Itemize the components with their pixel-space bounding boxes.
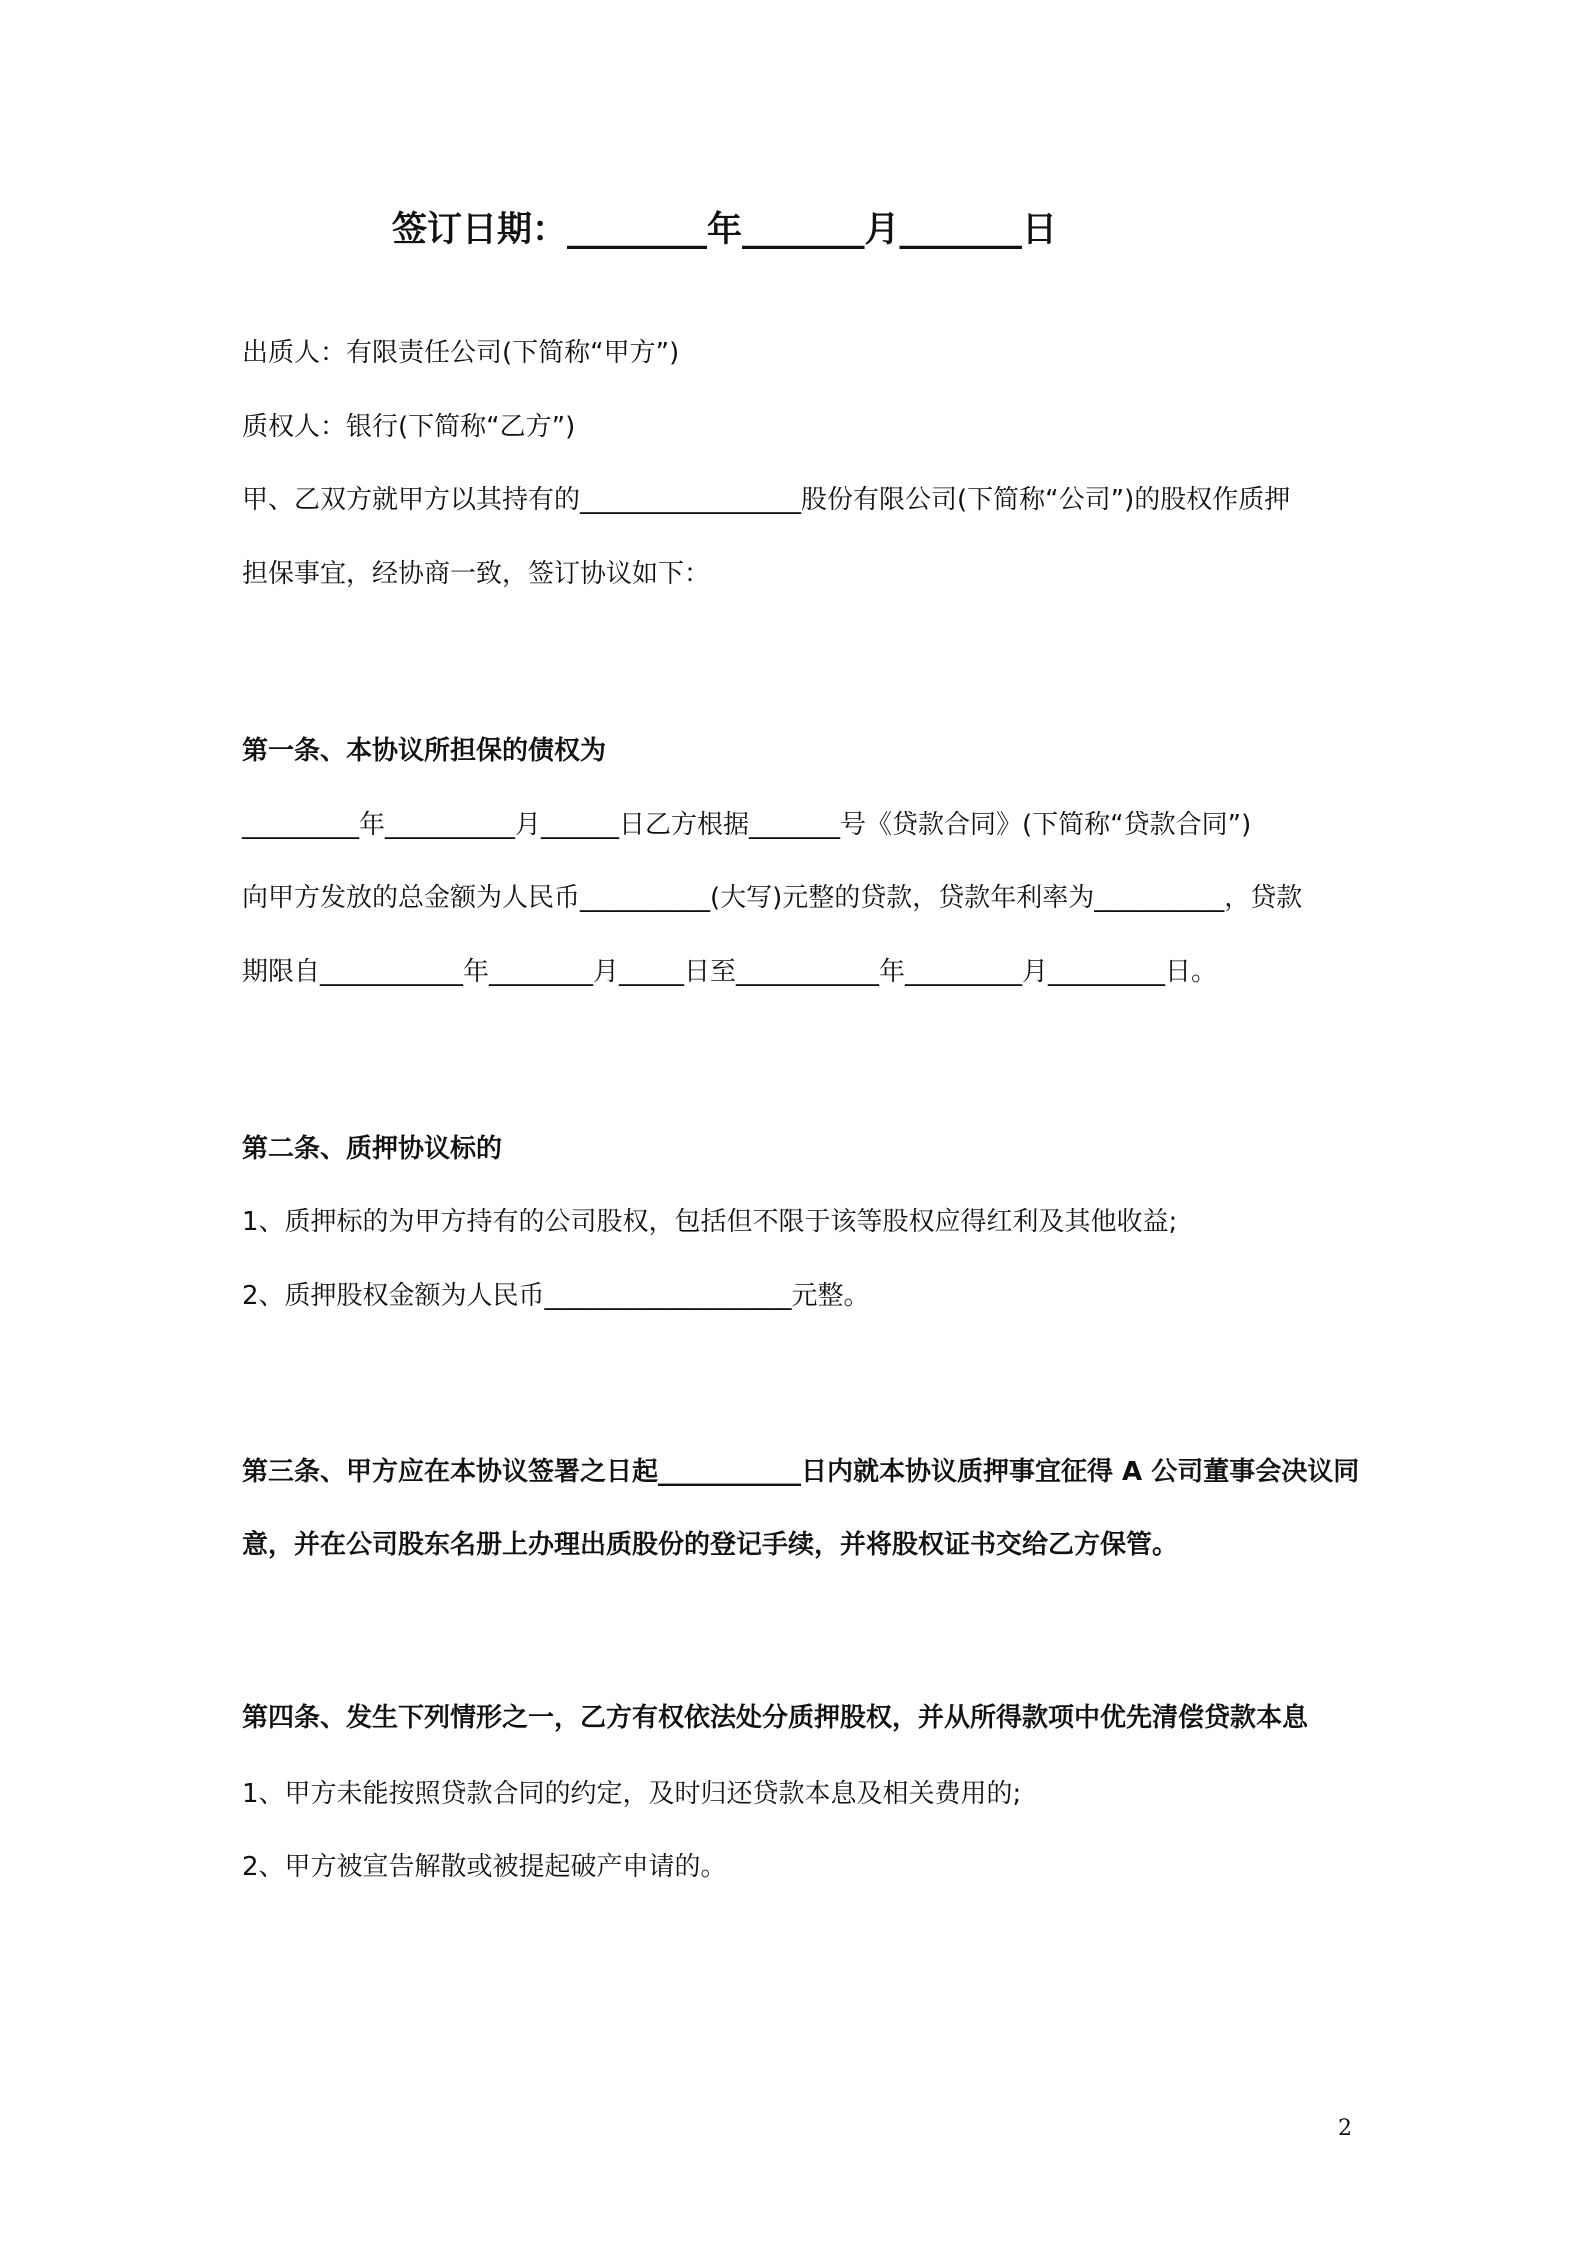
article-4-item-2: 2、甲方被宣告解散或被提起破产申请的。 (242, 1852, 727, 1882)
article-3-line-2: 意，并在公司股东名册上办理出质股份的登记手续，并将股权证书交给乙方保管。 (242, 1530, 1179, 1560)
article-1-line-1: _________年__________月______日乙方根据_______号《贷款合同》(下简称“贷款合同”) (242, 810, 1252, 840)
article-1-line-3: 期限自___________年________月_____日至___________年_________月_________日。 (242, 957, 1218, 987)
page-number: 2 (1338, 2116, 1352, 2141)
signing-date-title: 签订日期：________年_______月_______日 (392, 210, 1058, 250)
article-4-heading: 第四条、发生下列情形之一，乙方有权依法处分质押股权，并从所得款项中优先清偿贷款本息 (242, 1703, 1309, 1733)
pledgee-line: 质权人：银行(下简称“乙方”) (242, 412, 576, 442)
intro-line-2: 担保事宜，经协商一致，签订协议如下： (242, 559, 711, 589)
article-4-item-1: 1、甲方未能按照贷款合同的约定，及时归还贷款本息及相关费用的; (242, 1779, 1022, 1809)
pledgor-line: 出质人：有限责任公司(下简称“甲方”) (242, 338, 680, 368)
article-1-heading: 第一条、本协议所担保的债权为 (242, 736, 607, 766)
intro-line-1: 甲、乙双方就甲方以其持有的_________________股份有限公司(下简称“公司”)的股权作质押 (242, 485, 1291, 515)
article-2-item-1: 1、质押标的为甲方持有的公司股权，包括但不限于该等股权应得红利及其他收益; (242, 1207, 1178, 1237)
article-1-line-2: 向甲方发放的总金额为人民币__________(大写)元整的贷款，贷款年利率为__________，贷款 (242, 883, 1303, 913)
article-2-heading: 第二条、质押协议标的 (242, 1134, 503, 1164)
article-3-line-1: 第三条、甲方应在本协议签署之日起___________日内就本协议质押事宜征得 A 公司董事会决议同 (242, 1457, 1360, 1487)
article-2-item-2: 2、质押股权金额为人民币___________________元整。 (242, 1281, 870, 1311)
